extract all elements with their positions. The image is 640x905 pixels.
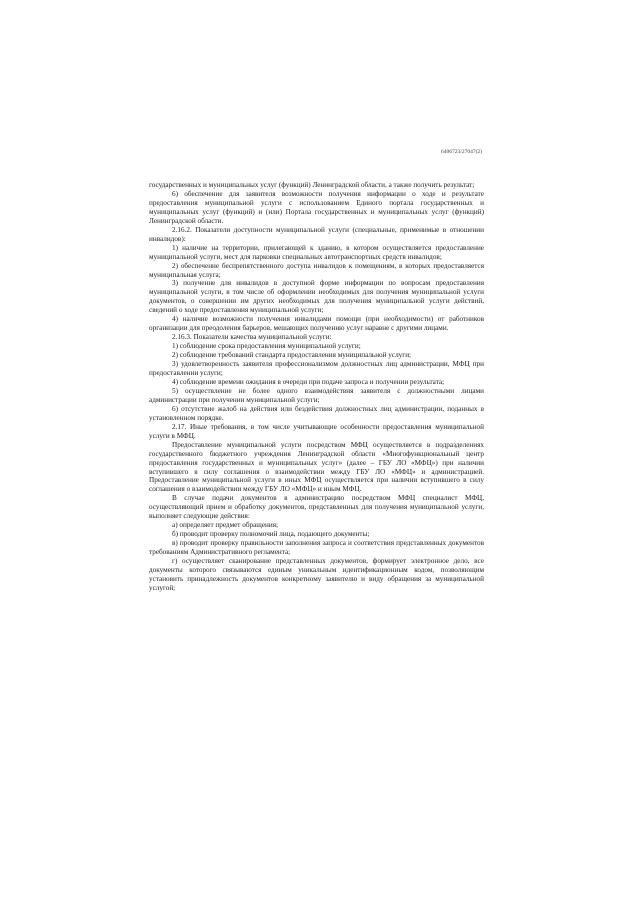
- paragraph-section-2-17: 2.17. Иные требования, в том числе учитывающие особенности предоставления муниципальной услуги в МФЦ.: [149, 422, 484, 440]
- paragraph-section-2-16-2: 2.16.2. Показатели доступности муниципальной услуги (специальные, применимые в отношении инвалидов):: [149, 225, 484, 243]
- paragraph-quality-6: 6) отсутствие жалоб на действия или бездействия должностных лиц администрации, поданных в установленном порядке.: [149, 404, 484, 422]
- paragraph-item-4-assistance: 4) наличие возможности получения инвалидами помощи (при необходимости) от работников организации для преодоления барьеров, мешающих получению услуг наравне с другими лицами.: [149, 315, 484, 333]
- paragraph-item-1-parking: 1) наличие на территории, прилегающей к зданию, в котором осуществляется предоставление муниципальной услуги, мест для парковки специальных автотранспортных средств инвалидов;: [149, 243, 484, 261]
- paragraph-mfc-provision: Предоставление муниципальной услуги посредством МФЦ осуществляется в подразделениях государственного бюджетного учреждения Ленинградской области «Многофункциональный центр предоставления государственных и муниципальных услуг» (далее – ГБУ ЛО «МФЦ») при наличии вступившего в силу соглашения о взаимодействии между ГБУ ЛО «МФЦ» и администрацией. Предоставление муниципальной услуги в иных МФЦ осуществляется при наличии вступившего в силу соглашения о взаимодействии между ГБУ ЛО «МФЦ» и иным МФЦ.: [149, 440, 484, 494]
- paragraph-mfc-submission: В случае подачи документов в администрацию посредством МФЦ специалист МФЦ, осуществляющий прием и обработку документов, представленных для получения муниципальной услуги, выполняет следующие действия:: [149, 494, 484, 521]
- paragraph-action-v: в) проводит проверку правильности заполнения запроса и соответствия представленных документов требованиям Административного регламента;: [149, 539, 484, 557]
- paragraph-continuation: государственных и муниципальных услуг (функций) Ленинградской области, а также получить результат;: [149, 181, 475, 189]
- paragraph-action-a: а) определяет предмет обращения;: [172, 521, 279, 530]
- paragraph-section-2-16-3: 2.16.3. Показатели качества муниципальной услуги:: [172, 333, 332, 342]
- paragraph-action-g: г) осуществляет сканирование представленных документов, формирует электронное дело, все документы которого связываются единым уникальным идентификационным кодом, позволяющим установить принадлежность документов конкретному заявителю и виду обращения за муниципальной услугой;: [149, 557, 484, 592]
- document-body: [149, 181, 484, 593]
- paragraph-quality-4: 4) соблюдение времени ожидания в очереди при подаче запроса и получении результата;: [172, 377, 445, 386]
- paragraph-item-6-portal-info: 6) обеспечение для заявителя возможности получения информации о ходе и результате предоставления муниципальной услуги с использованием Единого портала государственных и муниципальных услуг (функций) и (или) Портала государственных и муниципальных услуг (функций) Ленинградской области.: [149, 189, 484, 225]
- paragraph-quality-5: 5) осуществление не более одного взаимодействия заявителя с должностными лицами администрации при получении муниципальной услуги;: [149, 386, 484, 404]
- paragraph-item-2-access: 2) обеспечение беспрепятственного доступа инвалидов к помещениям, в которых предоставляется муниципальная услуга;: [149, 261, 484, 279]
- paragraph-quality-2: 2) соблюдение требований стандарта предоставления муниципальной услуги;: [172, 351, 412, 360]
- paragraph-item-3-information: 3) получение для инвалидов в доступной форме информации по вопросам предоставления муниципальной услуги, в том числе об оформлении необходимых для получения муниципальной услуги документов, о совершении им других необходимых для получения муниципальной услуги действий, сведений о ходе предоставления муниципальной услуги;: [149, 279, 484, 315]
- paragraph-action-b: б) проводит проверку полномочий лица, подающего документы;: [172, 530, 370, 539]
- paragraph-quality-3: 3) удовлетворенность заявителя профессионализмом должностных лиц администрации, МФЦ при предоставлении услуги;: [149, 360, 484, 378]
- document-number: 6406723/27047(2): [441, 149, 482, 155]
- paragraph-quality-1: 1) соблюдение срока предоставления муниципальной услуги;: [172, 342, 361, 351]
